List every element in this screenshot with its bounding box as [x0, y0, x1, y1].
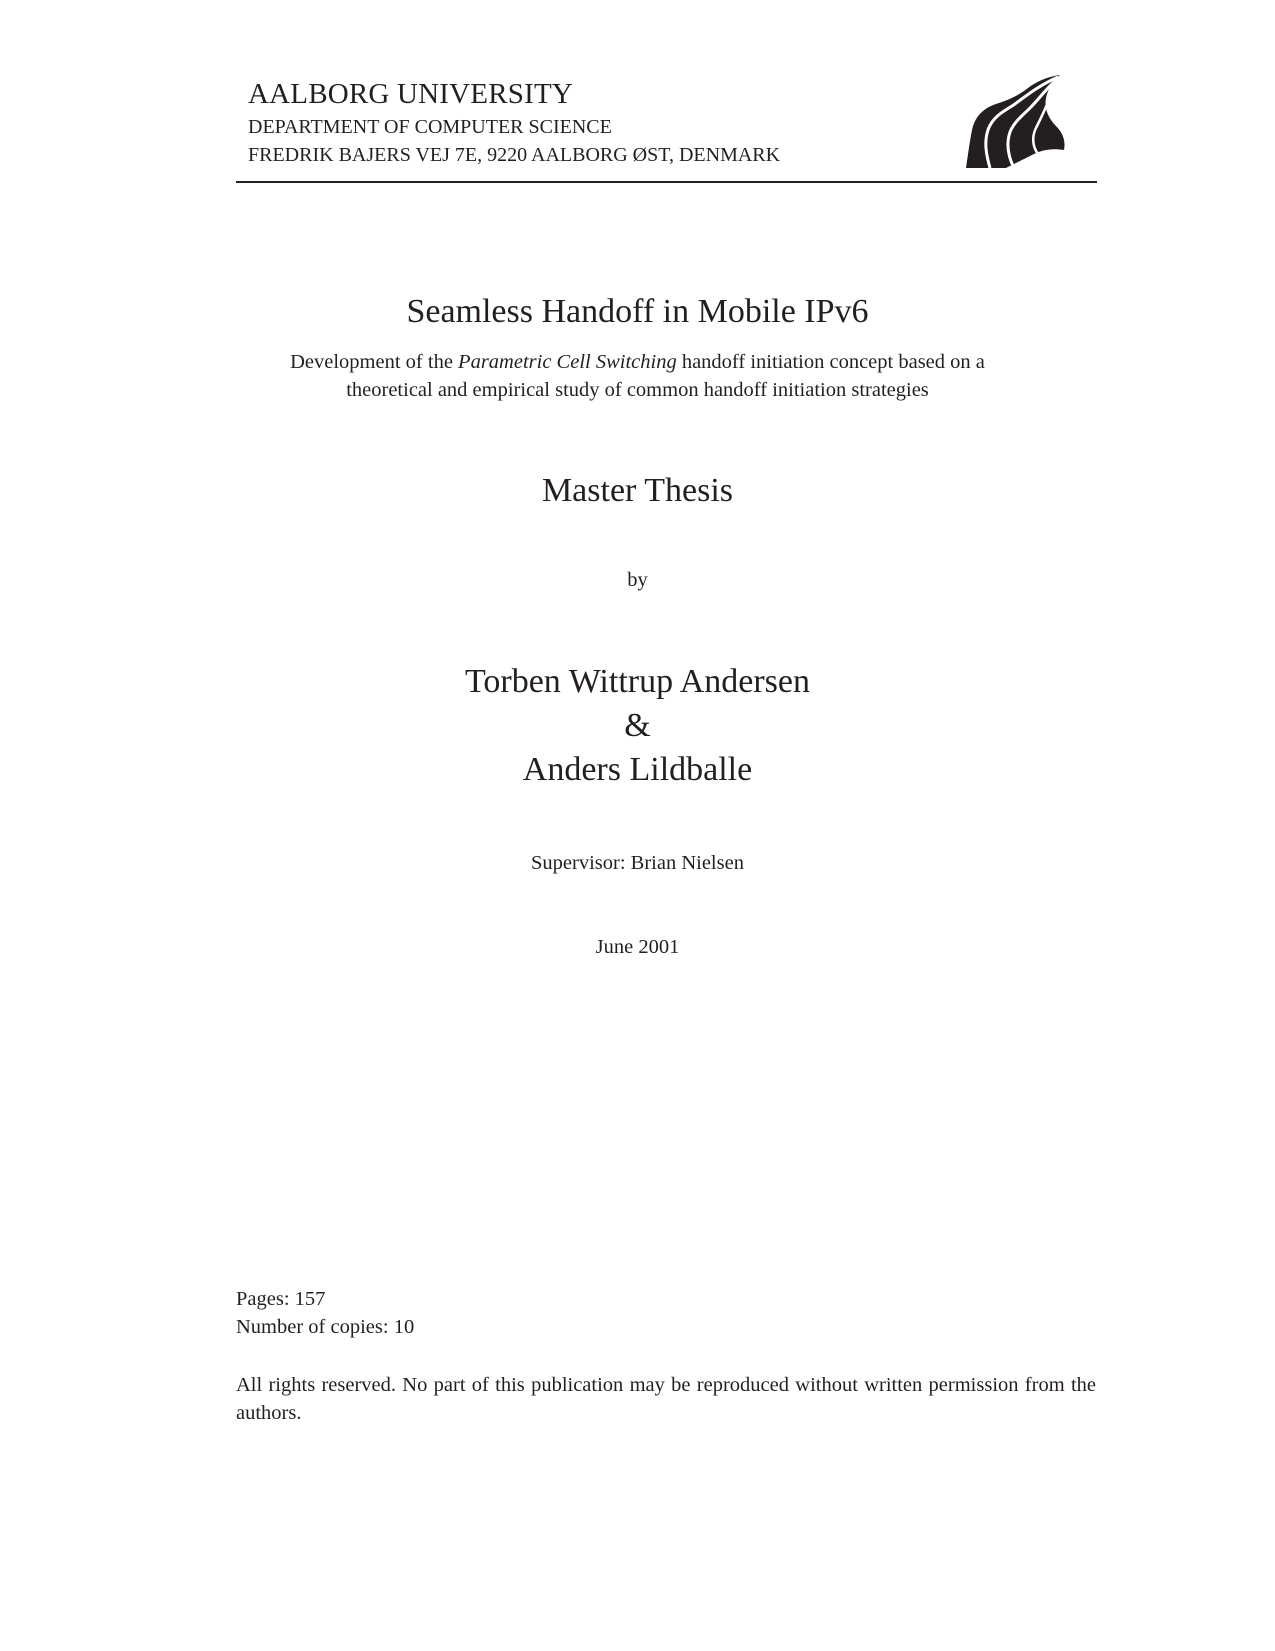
document-type: Master Thesis	[541, 472, 734, 509]
author-separator: &	[624, 707, 651, 744]
publication-date: June 2001	[595, 936, 680, 958]
header-divider	[236, 181, 1097, 183]
subtitle-emphasis: Parametric Cell Switching	[458, 351, 677, 373]
department-name: DEPARTMENT OF COMPUTER SCIENCE	[248, 116, 612, 138]
supervisor: Supervisor: Brian Nielsen	[531, 852, 744, 874]
page-count: Pages: 157	[236, 1288, 326, 1310]
subtitle-line2: theoretical and empirical study of common handoff initiation strategies	[346, 379, 929, 401]
subtitle-suffix: handoff initiation concept based on a	[676, 351, 985, 373]
thesis-subtitle	[0, 348, 1275, 404]
aalborg-university-logo-icon	[962, 74, 1070, 170]
university-address: FREDRIK BAJERS VEJ 7E, 9220 AALBORG ØST, DENMARK	[248, 144, 781, 166]
thesis-title: Seamless Handoff in Mobile IPv6	[406, 293, 869, 330]
author-second: Anders Lildballe	[522, 751, 753, 788]
subtitle-prefix: Development of the	[290, 351, 459, 373]
rights-notice: All rights reserved. No part of this publication may be reproduced without written permission from the authors.	[236, 1374, 1096, 1424]
author-first: Torben Wittrup Andersen	[465, 663, 810, 700]
university-name: AALBORG UNIVERSITY	[248, 78, 574, 110]
copy-count: Number of copies: 10	[236, 1316, 415, 1338]
by-label: by	[627, 569, 648, 591]
